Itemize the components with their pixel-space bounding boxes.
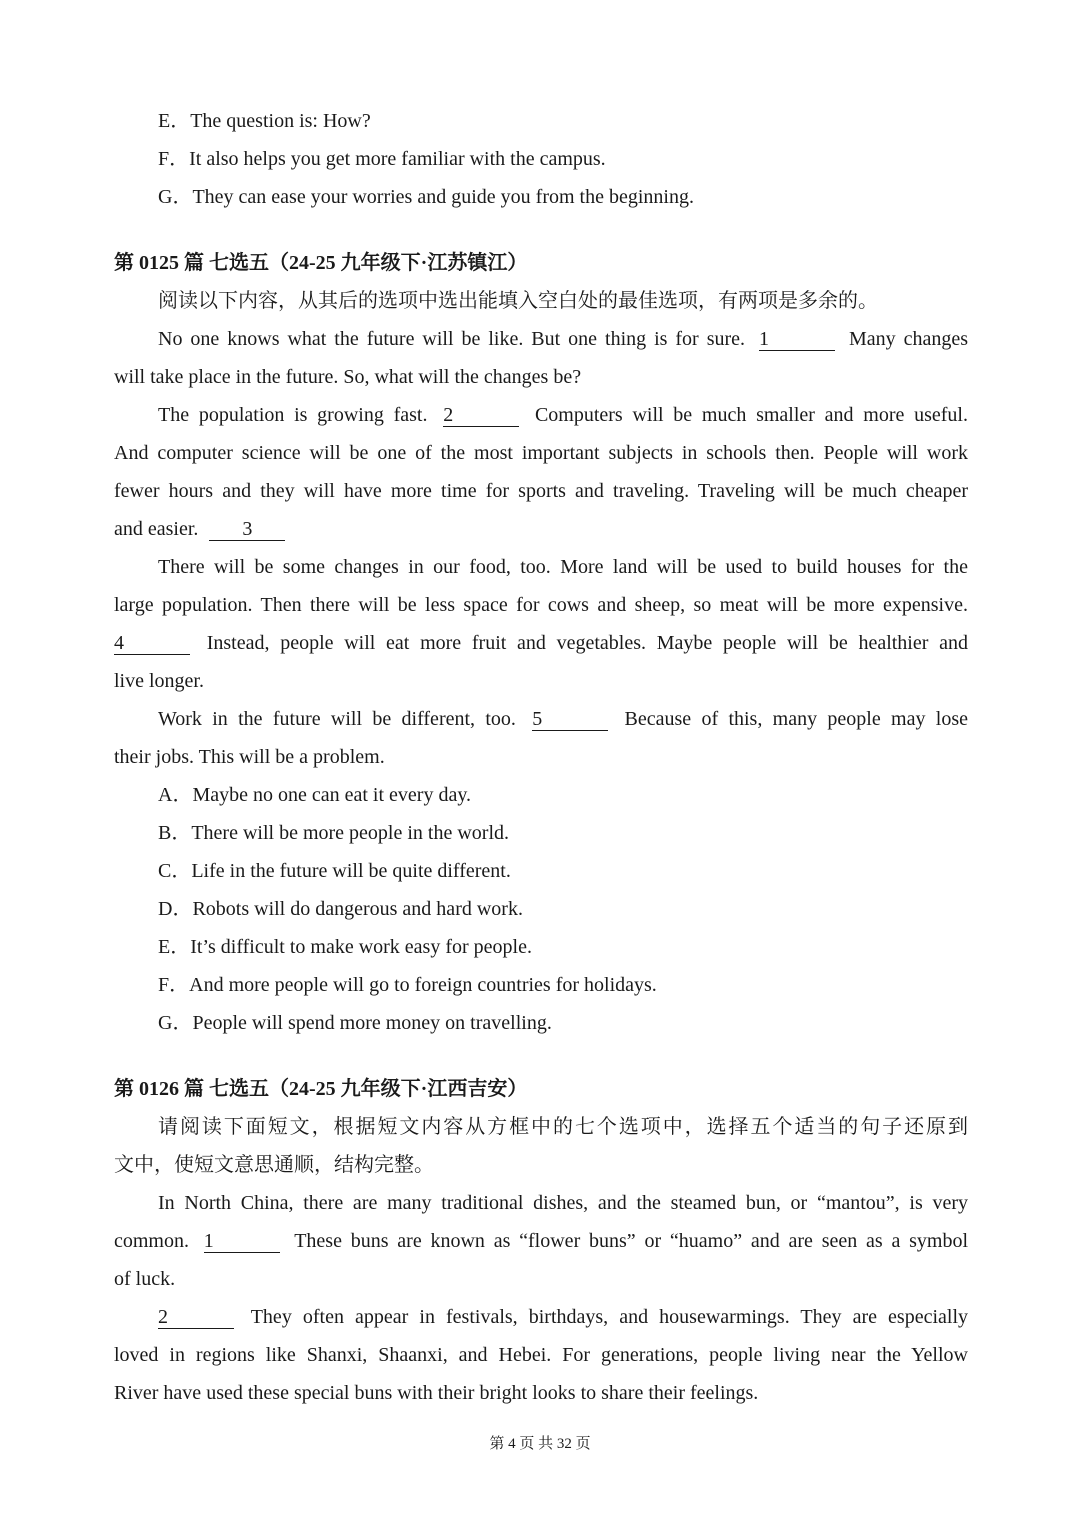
paragraph-line: their jobs. This will be a problem. <box>114 746 385 768</box>
paragraph-line: 2 They often appear in festivals, birthdays, and housewarmings. They are especially <box>158 1306 969 1328</box>
option-line: F．It also helps you get more familiar with the campus. <box>158 148 606 170</box>
blank-2: 2 <box>158 1306 234 1329</box>
paragraph-line: And computer science will be one of the most important subjects in schools then. People will work <box>114 442 968 464</box>
paragraph-line: 4 Instead, people will eat more fruit and vegetables. Maybe people will be healthier and <box>114 632 968 654</box>
heading-source: （24-25 九年级下·江苏镇江） <box>269 252 528 274</box>
option-e: E．It’s difficult to make work easy for people. <box>158 936 532 958</box>
option-f: F．And more people will go to foreign countries for holidays. <box>158 974 657 996</box>
paragraph-line: No one knows what the future will be like. But one thing is for sure. 1 Many changes <box>158 328 968 350</box>
heading-type: 七选五 <box>209 1078 269 1100</box>
blank-4: 4 <box>114 632 190 655</box>
paragraph-line: loved in regions like Shanxi, Shaanxi, and Hebei. For generations, people living near the Yellow <box>114 1344 968 1366</box>
document-page <box>114 102 968 1412</box>
paragraph-line: There will be some changes in our food, too. More land will be used to build houses for the <box>158 556 968 578</box>
blank-1: 1 <box>759 328 835 351</box>
section-heading-0126 <box>114 1070 968 1108</box>
paragraph-line: The population is growing fast. 2 Computers will be much smaller and more useful. <box>158 404 968 426</box>
option-d: D．Robots will do dangerous and hard work. <box>158 898 523 920</box>
heading-number: 第 0125 篇 <box>114 252 204 274</box>
paragraph-line: will take place in the future. So, what will the changes be? <box>114 366 582 388</box>
heading-number: 第 0126 篇 <box>114 1078 204 1100</box>
paragraph-line: River have used these special buns with their bright looks to share their feelings. <box>114 1382 759 1404</box>
paragraph-line: live longer. <box>114 670 204 692</box>
instruction: 文中，使短文意思通顺，结构完整。 <box>114 1154 434 1176</box>
instruction: 阅读以下内容，从其后的选项中选出能填入空白处的最佳选项，有两项是多余的。 <box>158 290 878 312</box>
blank-3: 3 <box>209 518 285 541</box>
paragraph-line: large population. Then there will be less space for cows and sheep, so meat will be more expensive. <box>114 594 968 616</box>
blank-1: 1 <box>204 1230 280 1253</box>
page-footer: 第 4 页 共 32 页 <box>489 1436 591 1452</box>
section-heading-0125 <box>114 244 968 282</box>
paragraph-line: Work in the future will be different, too. 5 Because of this, many people may lose <box>158 708 968 730</box>
paragraph-line: and easier. 3 <box>114 510 968 548</box>
paragraph-line: fewer hours and they will have more time for sports and traveling. Traveling will be much cheaper <box>114 480 968 502</box>
paragraph-line: In North China, there are many traditional dishes, and the steamed bun, or “mantou”, is very <box>158 1192 968 1214</box>
blank-2: 2 <box>443 404 519 427</box>
option-c: C．Life in the future will be quite different. <box>158 860 511 882</box>
paragraph-line: common. 1 These buns are known as “flower buns” or “huamo” and are seen as a symbol <box>114 1230 968 1252</box>
heading-source: （24-25 九年级下·江西吉安） <box>269 1078 528 1100</box>
blank-5: 5 <box>532 708 608 731</box>
instruction: 请阅读下面短文，根据短文内容从方框中的七个选项中，选择五个适当的句子还原到 <box>158 1116 968 1138</box>
option-line: E．The question is: How? <box>158 110 371 132</box>
option-b: B．There will be more people in the world. <box>158 822 510 844</box>
option-g: G．People will spend more money on travelling. <box>158 1012 552 1034</box>
paragraph-line: of luck. <box>114 1268 176 1290</box>
heading-type: 七选五 <box>209 252 269 274</box>
option-a: A．Maybe no one can eat it every day. <box>158 784 472 806</box>
option-line: G．They can ease your worries and guide you from the beginning. <box>158 186 694 208</box>
